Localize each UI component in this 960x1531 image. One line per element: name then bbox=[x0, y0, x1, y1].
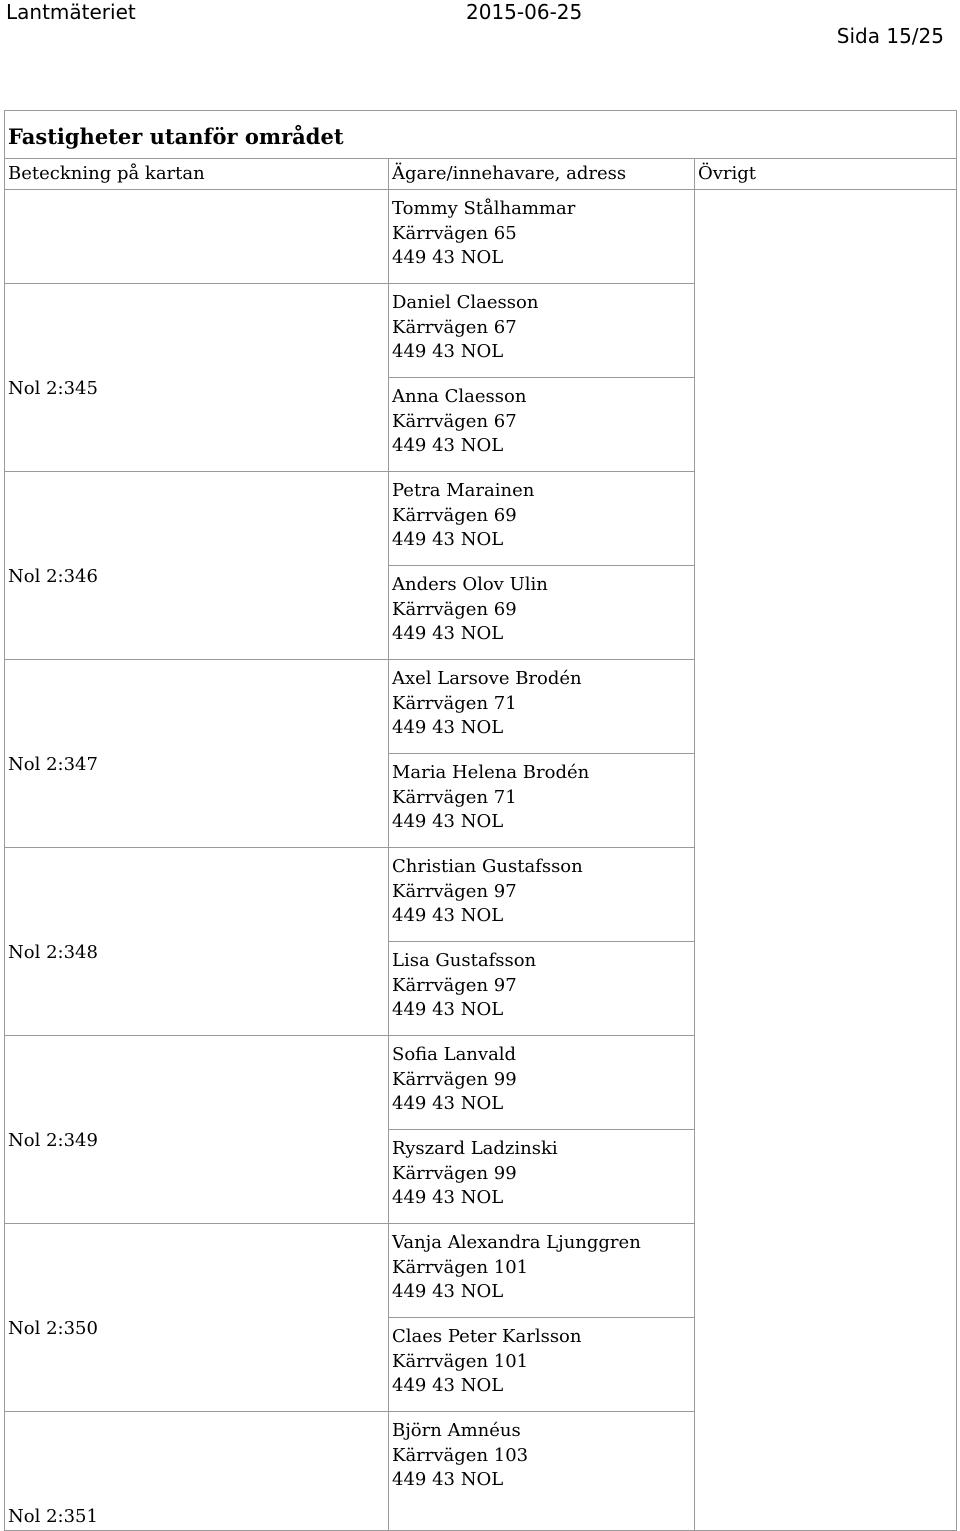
owner-street: Kärrvägen 101 bbox=[392, 1350, 529, 1372]
owner-cell bbox=[389, 848, 695, 942]
designation-cell bbox=[5, 472, 389, 660]
owner-postal: 449 43 NOL bbox=[392, 1187, 504, 1208]
owner-cell bbox=[389, 1036, 695, 1130]
owner-street: Kärrvägen 71 bbox=[392, 692, 517, 714]
owner-street: Kärrvägen 65 bbox=[392, 222, 517, 244]
owner-cell bbox=[389, 378, 695, 472]
owner-street: Kärrvägen 67 bbox=[392, 410, 517, 432]
designation-cell bbox=[5, 1412, 389, 1531]
owner-name: Christian Gustafsson bbox=[392, 856, 583, 877]
owner-cell bbox=[389, 1412, 695, 1531]
owner-postal: 449 43 NOL bbox=[392, 1281, 504, 1302]
owner-cell bbox=[389, 472, 695, 566]
owner-street: Kärrvägen 69 bbox=[392, 504, 517, 526]
table-header-row bbox=[5, 159, 957, 190]
owner-postal: 449 43 NOL bbox=[392, 999, 504, 1020]
owner-street: Kärrvägen 99 bbox=[392, 1162, 517, 1184]
property-designation: Nol 2:351 bbox=[8, 1506, 98, 1527]
owner-postal: 449 43 NOL bbox=[392, 435, 504, 456]
owner-street: Kärrvägen 101 bbox=[392, 1256, 529, 1278]
owner-street: Kärrvägen 99 bbox=[392, 1068, 517, 1090]
owner-name: Lisa Gustafsson bbox=[392, 950, 537, 971]
owner-postal: 449 43 NOL bbox=[392, 623, 504, 644]
owner-name: Tommy Stålhammar bbox=[392, 198, 576, 219]
owner-street: Kärrvägen 71 bbox=[392, 786, 517, 808]
table-title-row bbox=[5, 111, 957, 159]
other-cell bbox=[695, 190, 957, 1531]
designation-cell bbox=[5, 848, 389, 1036]
owner-cell bbox=[389, 1224, 695, 1318]
owner-postal: 449 43 NOL bbox=[392, 247, 504, 268]
owner-name: Maria Helena Brodén bbox=[392, 762, 590, 783]
owner-name: Daniel Claesson bbox=[392, 292, 539, 313]
owner-street: Kärrvägen 103 bbox=[392, 1444, 529, 1466]
property-designation: Nol 2:346 bbox=[8, 566, 98, 587]
column-header-owner: Ägare/innehavare, adress bbox=[389, 159, 695, 190]
owner-name: Claes Peter Karlsson bbox=[392, 1326, 582, 1347]
property-table bbox=[4, 110, 956, 1531]
owner-cell bbox=[389, 190, 695, 284]
owner-name: Anders Olov Ulin bbox=[392, 574, 548, 595]
page-number: Sida 15/25 bbox=[836, 24, 944, 48]
designation-cell bbox=[5, 284, 389, 472]
owner-name: Anna Claesson bbox=[392, 386, 527, 407]
designation-cell bbox=[5, 1224, 389, 1412]
owner-postal: 449 43 NOL bbox=[392, 341, 504, 362]
owner-street: Kärrvägen 97 bbox=[392, 974, 517, 996]
property-designation: Nol 2:347 bbox=[8, 754, 98, 775]
column-header-other: Övrigt bbox=[695, 159, 957, 190]
owner-postal: 449 43 NOL bbox=[392, 905, 504, 926]
table-row bbox=[5, 190, 957, 284]
section-title: Fastigheter utanför området bbox=[8, 123, 344, 149]
owner-postal: 449 43 NOL bbox=[392, 1375, 504, 1396]
owner-postal: 449 43 NOL bbox=[392, 1469, 504, 1490]
owner-postal: 449 43 NOL bbox=[392, 811, 504, 832]
owner-name: Ryszard Ladzinski bbox=[392, 1138, 558, 1159]
organization-name: Lantmäteriet bbox=[6, 0, 136, 24]
owner-street: Kärrvägen 67 bbox=[392, 316, 517, 338]
owner-cell bbox=[389, 754, 695, 848]
property-designation: Nol 2:345 bbox=[8, 378, 98, 399]
owner-street: Kärrvägen 69 bbox=[392, 598, 517, 620]
owner-postal: 449 43 NOL bbox=[392, 529, 504, 550]
owner-name: Axel Larsove Brodén bbox=[392, 668, 582, 689]
owner-cell bbox=[389, 660, 695, 754]
owner-cell bbox=[389, 942, 695, 1036]
designation-cell-empty bbox=[5, 190, 389, 284]
page-header bbox=[0, 0, 960, 60]
property-designation: Nol 2:350 bbox=[8, 1318, 98, 1339]
owner-postal: 449 43 NOL bbox=[392, 1093, 504, 1114]
owner-cell bbox=[389, 284, 695, 378]
owner-name: Björn Amnéus bbox=[392, 1420, 521, 1441]
property-designation: Nol 2:349 bbox=[8, 1130, 98, 1151]
property-designation: Nol 2:348 bbox=[8, 942, 98, 963]
designation-cell bbox=[5, 660, 389, 848]
owner-cell bbox=[389, 1130, 695, 1224]
owner-cell bbox=[389, 566, 695, 660]
designation-cell bbox=[5, 1036, 389, 1224]
owner-cell bbox=[389, 1318, 695, 1412]
owner-name: Sofia Lanvald bbox=[392, 1044, 517, 1065]
owner-name: Petra Marainen bbox=[392, 480, 535, 501]
owner-postal: 449 43 NOL bbox=[392, 717, 504, 738]
document-date: 2015-06-25 bbox=[466, 0, 583, 24]
owner-name: Vanja Alexandra Ljunggren bbox=[392, 1232, 641, 1253]
owner-street: Kärrvägen 97 bbox=[392, 880, 517, 902]
column-header-designation: Beteckning på kartan bbox=[5, 159, 389, 190]
